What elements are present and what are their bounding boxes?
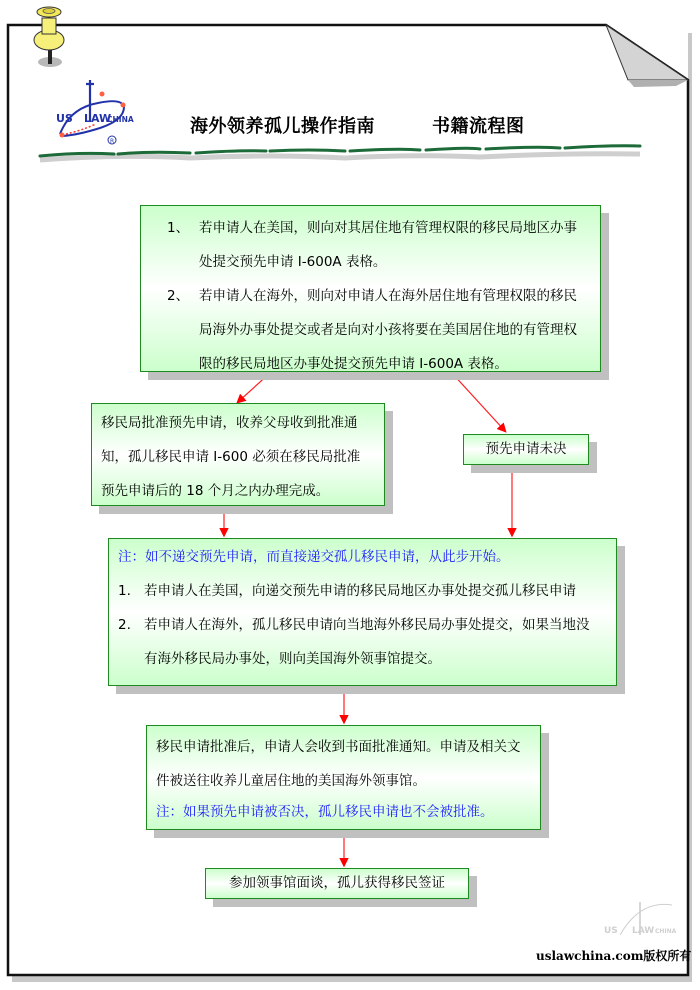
box-final-step [205, 868, 469, 899]
list-item-continued: 有海外移民局办事处，则向美国海外领事馆提交。 [144, 651, 441, 667]
list-item-continued: 限的移民局地区办事处提交预先申请 I-600A 表格。 [199, 356, 508, 372]
list-item: 2、 若申请人在海外，则向对申请人在海外居住地有管理权限的移民 [167, 288, 577, 304]
page-title: 海外领养孤儿操作指南 [190, 116, 375, 137]
decorative-divider [40, 146, 640, 160]
list-item: 2. 若申请人在海外，孤儿移民申请向当地海外移民局办事处提交，如果当地没 [118, 617, 590, 633]
box-petition-approved [146, 725, 541, 830]
uslawchina-logo [56, 80, 134, 145]
svg-text:LAW: LAW [632, 926, 655, 936]
list-item-continued: 局海外办事处提交或者是向对小孩将要在美国居住地的有管理权 [199, 322, 577, 338]
page-subtitle: 书籍流程图 [432, 116, 525, 137]
svg-text:CHINA: CHINA [655, 928, 677, 935]
list-item-continued: 处提交预先申请 I-600A 表格。 [199, 254, 387, 270]
svg-text:US: US [56, 112, 73, 125]
copyright-text: uslawchina.com版权所有 [536, 949, 692, 963]
box-orphan-petition [108, 538, 617, 686]
box-preliminary-pending [463, 434, 589, 465]
final-label: 参加领事馆面谈，孤儿获得移民签证 [229, 875, 445, 891]
box-preliminary-application [140, 205, 601, 372]
list-item: 1. 若申请人在美国，向递交预先申请的移民局地区办事处提交孤儿移民申请 [118, 583, 576, 599]
folded-corner-shadow [628, 80, 688, 87]
folded-corner-icon [606, 25, 688, 80]
svg-text:CHINA: CHINA [107, 115, 134, 124]
list-item: 1、 若申请人在美国，则向对其居住地有管理权限的移民局地区办事 [167, 220, 577, 236]
pushpin-icon [34, 7, 64, 67]
svg-text:LAW: LAW [84, 112, 112, 125]
note-text: 注：如果预先申请被否决，孤儿移民申请也不会被批准。 [156, 804, 494, 820]
svg-text:R: R [110, 138, 115, 145]
text-line: 预先申请后的 18 个月之内办理完成。 [101, 483, 330, 499]
pending-label: 预先申请未决 [485, 441, 567, 457]
box-preliminary-approved [91, 403, 385, 506]
note-text: 注：如不递交预先申请，而直接递交孤儿移民申请，从此步开始。 [118, 549, 510, 565]
text-line: 知，孤儿移民申请 I-600 必须在移民局批准 [101, 449, 361, 465]
text-line: 件被送往收养儿童居住地的美国海外领事馆。 [156, 773, 426, 789]
text-line: 移民局批准预先申请，收养父母收到批准通 [101, 415, 358, 431]
svg-text:US: US [604, 926, 618, 936]
text-line: 移民申请批准后，申请人会收到书面批准通知。申请及相关文 [156, 739, 521, 755]
watermark-logo [604, 902, 677, 936]
